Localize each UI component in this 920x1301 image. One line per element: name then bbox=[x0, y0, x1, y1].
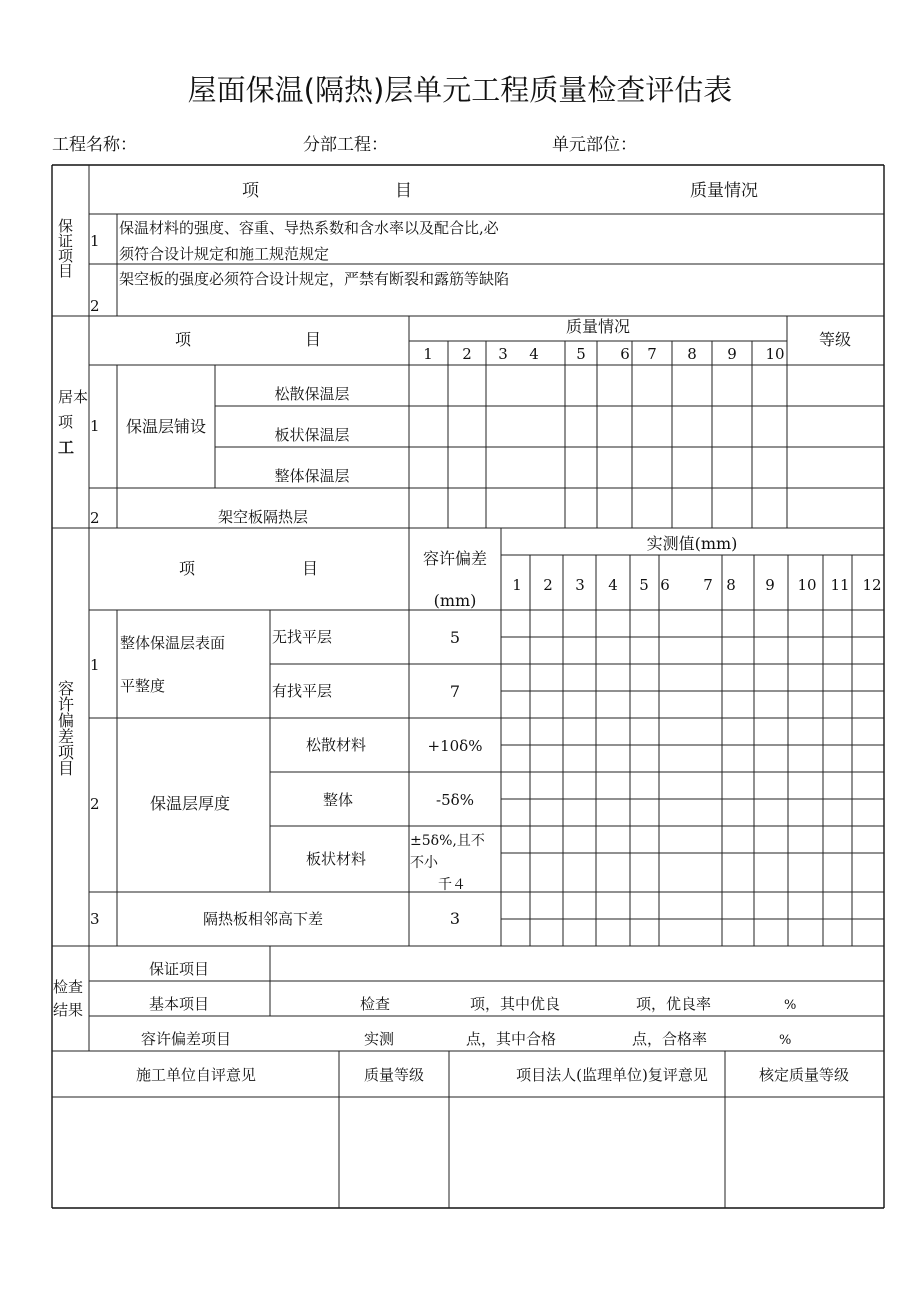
basic-col-number: 2 bbox=[462, 345, 472, 363]
tolerance-row2-sub2-name: 整体 bbox=[322, 791, 354, 809]
tolerance-col-number: 1 bbox=[512, 576, 522, 594]
tolerance-row3-no: 3 bbox=[90, 910, 100, 928]
tolerance-row1-sub2-tol: 7 bbox=[449, 682, 461, 701]
tolerance-header-measured: 实测值(mm) bbox=[646, 534, 738, 553]
guarantee-header-item: 项 目 bbox=[242, 181, 412, 201]
tolerance-row1-sub1-name: 无找平层 bbox=[272, 628, 333, 646]
tolerance-row2-sub3-name: 板状材料 bbox=[305, 850, 367, 868]
tolerance-column-numbers bbox=[512, 576, 881, 594]
result-row2-excellent: 项，其中优良 bbox=[470, 995, 561, 1013]
guarantee-row2-no: 2 bbox=[90, 297, 100, 315]
tolerance-header-item-a: 项 bbox=[178, 559, 196, 578]
tolerance-col-number: 4 bbox=[608, 576, 618, 594]
tolerance-col-number: 12 bbox=[862, 576, 882, 594]
result-section-label-2: 结果 bbox=[53, 1001, 84, 1019]
tolerance-row1-sub1-tol: 5 bbox=[449, 628, 461, 647]
tolerance-row2-no: 2 bbox=[90, 795, 100, 813]
basic-col-number: 8 bbox=[687, 345, 697, 363]
tolerance-row2-sub3-tol-3: 千４ bbox=[438, 877, 466, 893]
tolerance-row2-sub1-tol: +10δ% bbox=[427, 737, 483, 755]
tolerance-col-number: 11 bbox=[830, 576, 850, 594]
basic-row2-name: 架空板隔热层 bbox=[217, 508, 309, 526]
guarantee-header-quality: 质量情况 bbox=[690, 181, 758, 201]
guarantee-row1-no: 1 bbox=[90, 232, 100, 250]
tolerance-row2-name: 保温层厚度 bbox=[149, 794, 231, 813]
unit-position-label: 单元部位： bbox=[552, 135, 637, 155]
basic-col-number: 9 bbox=[727, 345, 737, 363]
basic-col-number: 3 bbox=[498, 345, 508, 363]
basic-row1-no: 1 bbox=[90, 417, 100, 435]
basic-section-label-1: 居本 bbox=[58, 388, 89, 406]
guarantee-row2-text: 架空板的强度必须符合设计规定，严禁有断裂和露筋等缺陷 bbox=[119, 270, 510, 288]
tolerance-col-number: 10 bbox=[797, 576, 817, 594]
result-row3-measured: 实测 bbox=[364, 1030, 395, 1048]
tolerance-col-number: 8 bbox=[726, 576, 736, 594]
tolerance-row3-tol: 3 bbox=[449, 909, 461, 928]
tolerance-header-tol-2: (mm) bbox=[433, 591, 477, 610]
tolerance-header-tol-1: 容许偏差 bbox=[422, 549, 488, 568]
basic-row1-sub-monolithic: 整体保温层 bbox=[274, 467, 350, 485]
basic-row1-sub-loose: 松散保温层 bbox=[274, 385, 350, 403]
footer-review-opinion: 项目法人(监理单位)复评意见 bbox=[516, 1066, 708, 1084]
footer-final-grade: 核定质量等级 bbox=[758, 1066, 850, 1084]
tolerance-row1-sub2-name: 有找平层 bbox=[272, 682, 333, 700]
result-row2-excellent-rate: 项，优良率 bbox=[636, 995, 712, 1013]
result-row3-label: 容许偏差项目 bbox=[140, 1030, 232, 1048]
division-label: 分部工程： bbox=[303, 135, 388, 155]
result-row2-check: 检查 bbox=[360, 995, 391, 1013]
basic-col-number: 4 bbox=[529, 345, 539, 363]
basic-col-number: 5 bbox=[576, 345, 586, 363]
basic-section-label-2: 项 bbox=[58, 413, 74, 431]
guarantee-row1-text-2: 须符合设计规定和施工规范规定 bbox=[119, 245, 330, 263]
footer-quality-grade: 质量等级 bbox=[363, 1066, 425, 1084]
tolerance-header-item-b: 目 bbox=[301, 559, 319, 578]
result-row2-label: 基本项目 bbox=[148, 995, 210, 1013]
tolerance-col-number: 2 bbox=[543, 576, 553, 594]
basic-column-numbers bbox=[423, 345, 784, 363]
basic-col-number: 6 bbox=[620, 345, 630, 363]
tolerance-col-number: 3 bbox=[575, 576, 585, 594]
basic-col-number: 7 bbox=[647, 345, 657, 363]
tolerance-section-label: 容许偏差项目 bbox=[55, 680, 75, 776]
result-row3-percent: % bbox=[779, 1033, 792, 1048]
result-row1-label: 保证项目 bbox=[148, 960, 210, 978]
tolerance-col-number: 6 bbox=[660, 576, 670, 594]
tolerance-row1-no: 1 bbox=[90, 656, 100, 674]
tolerance-col-number: 7 bbox=[703, 576, 713, 594]
tolerance-col-number: 5 bbox=[639, 576, 649, 594]
tolerance-row2-sub2-tol: -5δ% bbox=[436, 791, 474, 809]
guarantee-row1-text-1: 保温材料的强度、容重、导热系数和含水率以及配合比,必 bbox=[119, 219, 499, 237]
tolerance-row2-sub3-tol-2: 不小 bbox=[410, 855, 438, 871]
basic-section-mark: 工 bbox=[58, 438, 75, 457]
basic-header-quality: 质量情况 bbox=[565, 317, 631, 336]
basic-row1-name: 保温层铺设 bbox=[125, 417, 207, 436]
result-row3-qualified-rate: 点，合格率 bbox=[632, 1030, 708, 1048]
tolerance-row1-name-2: 平整度 bbox=[120, 677, 166, 695]
result-section-label-1: 检查 bbox=[53, 978, 84, 996]
tolerance-row2-sub1-name: 松散材料 bbox=[305, 736, 367, 754]
result-row3-qualified: 点，其中合格 bbox=[466, 1030, 557, 1048]
basic-col-number: 10 bbox=[765, 345, 785, 363]
basic-header-grade: 等级 bbox=[818, 330, 852, 349]
tolerance-row3-name: 隔热板相邻高下差 bbox=[202, 910, 324, 928]
basic-header-item-b: 目 bbox=[304, 330, 322, 349]
tolerance-row1-name-1: 整体保温层表面 bbox=[120, 634, 226, 652]
table-grid bbox=[52, 165, 884, 1208]
tolerance-col-number: 9 bbox=[765, 576, 775, 594]
guarantee-section-label: 保证项目 bbox=[56, 218, 74, 278]
basic-col-number: 1 bbox=[423, 345, 433, 363]
basic-header-item-a: 项 bbox=[174, 330, 192, 349]
footer-self-evaluation: 施工单位自评意见 bbox=[135, 1066, 257, 1084]
result-row2-percent: % bbox=[784, 998, 797, 1013]
page-title: 屋面保温(隔热)层单元工程质量检查评估表 bbox=[187, 73, 733, 107]
project-name-label: 工程名称： bbox=[52, 135, 137, 155]
basic-row1-sub-board: 板状保温层 bbox=[274, 426, 350, 444]
basic-row2-no: 2 bbox=[90, 509, 100, 527]
tolerance-row2-sub3-tol-1: ±5δ%,且不 bbox=[410, 833, 485, 849]
